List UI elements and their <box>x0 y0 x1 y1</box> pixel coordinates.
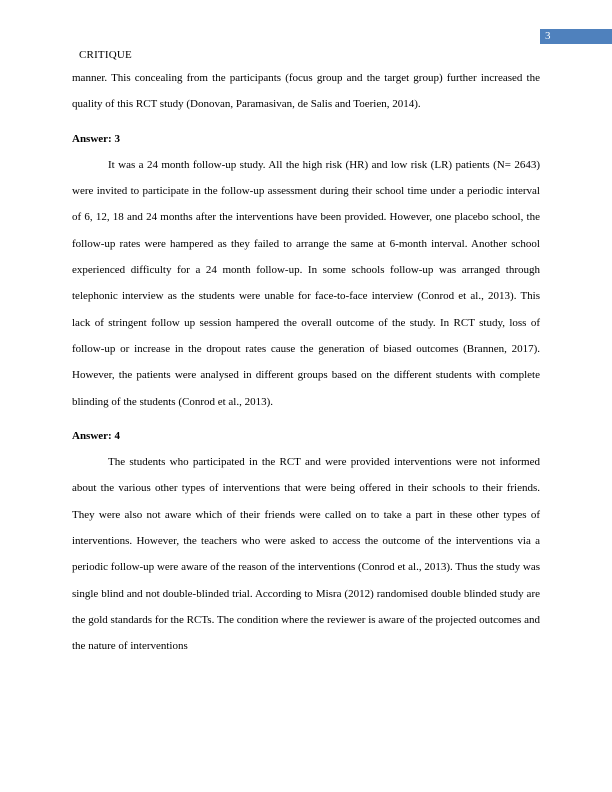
answer-3-paragraph: It was a 24 month follow-up study. All the high risk (HR) and low risk (LR) patients (N= 2643) were invited to participate in the follow-up assessment during their school time under a periodic interval of 6, 12, 18 and 24 months after the interventions have been provided. However, one placebo school, the follow-up rates were hampered as they failed to arrange the same at 6-month interval. Another school experienced difficulty for a 24 month follow-up. In some schools follow-up was arranged through telephonic interview as the students were unable for face-to-face interview (Conrod et al., 2013). This lack of stringent follow up session hampered the overall outcome of the study. In RCT study, loss of follow-up or increase in the dropout rates cause the generation of biased outcomes (Brannen, 2017). However, the patients were analysed in different groups based on the different students with complete blinding of the students (Conrod et al., 2013). <box>72 158 540 408</box>
answer-3-heading: Answer: 3 <box>72 132 120 145</box>
intro-paragraph: manner. This concealing from the participants (focus group and the target group) further increased the quality of this RCT study (Donovan, Paramasivan, de Salis and Toerien, 2014). <box>72 72 540 111</box>
page-number-badge <box>540 29 612 44</box>
running-head: CRITIQUE <box>79 49 132 61</box>
page-number: 3 <box>545 30 551 42</box>
answer-4-paragraph: The students who participated in the RCT and were provided interventions were not informed about the various other types of interventions that were being offered in their schools to their friends. They were also not aware which of their friends were called on to take a part in these other types of interventions. However, the teachers who were asked to access the outcome of the interventions via a periodic follow-up were aware of the reason of the interventions (Conrod et al., 2013). Thus the study was single blind and not double-blinded trial. According to Misra (2012) randomised double blinded study are the gold standards for the RCTs. The condition where the reviewer is aware of the projected outcomes and the nature of interventions <box>72 456 540 653</box>
answer-4-heading: Answer: 4 <box>72 429 120 442</box>
document-body <box>72 65 540 660</box>
